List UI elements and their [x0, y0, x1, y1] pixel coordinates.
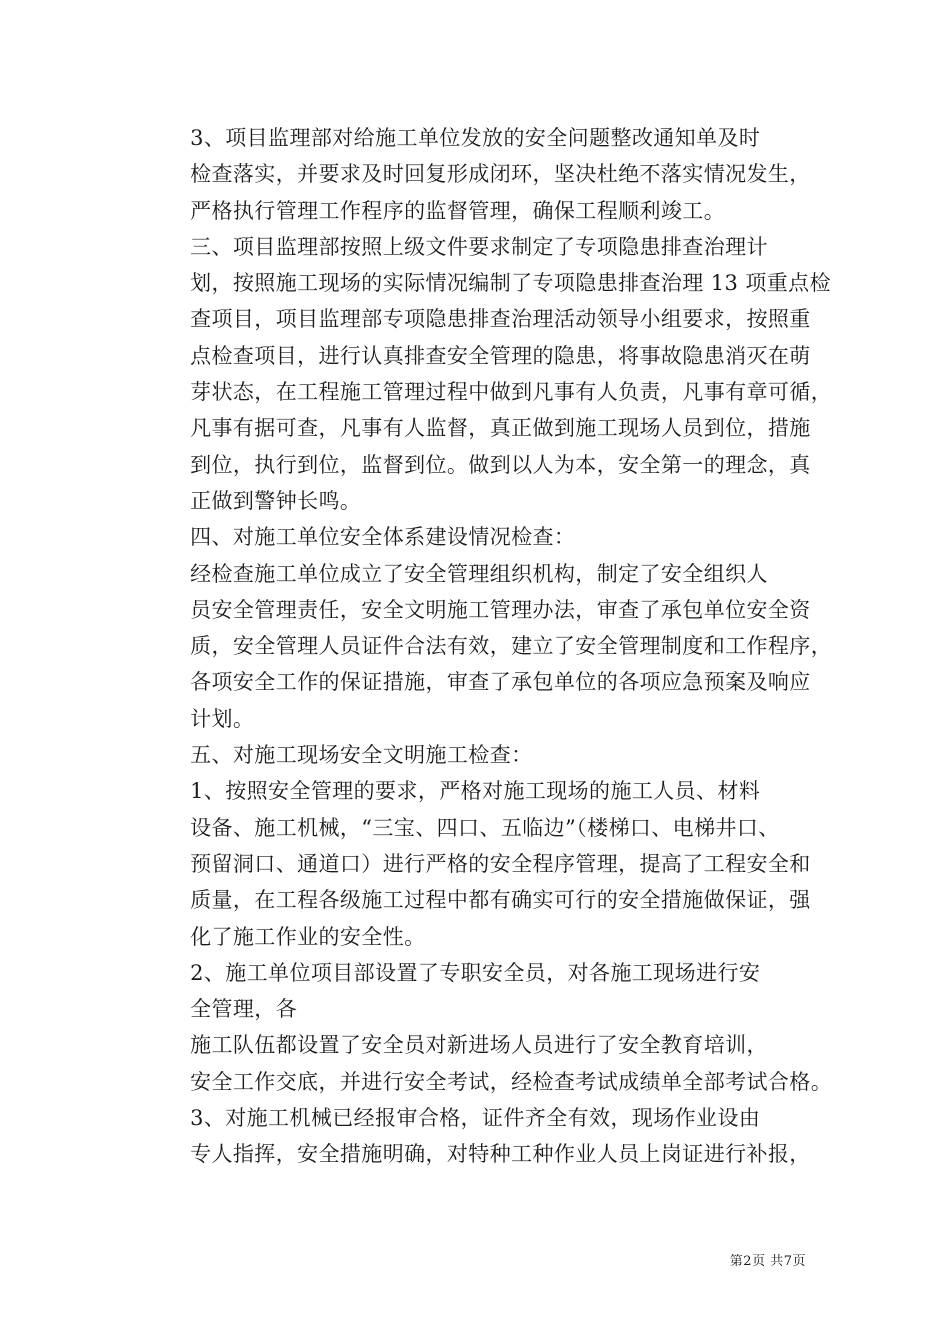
text-line: 四、对施工单位安全体系建设情况检查：	[190, 525, 576, 550]
text-line: 预留洞口、通道口）进行严格的安全程序管理，提高了工程安全和	[190, 851, 811, 876]
text-line: 计划。	[190, 706, 255, 731]
text-line: 凡事有据可查，凡事有人监督，真正做到施工现场人员到位，措施	[190, 416, 811, 441]
paragraph-item-3	[146, 1100, 820, 1173]
text-line: 查项目，项目监理部专项隐患排查治理活动领导小组要求，按照重	[190, 307, 811, 332]
text-line: 3、对施工机械已经报审合格，证件齐全有效，现场作业设由	[190, 1106, 761, 1131]
total-pages-number: 7	[783, 1254, 793, 1269]
paragraph-safety-system-check	[146, 556, 833, 737]
paragraph-item-2	[146, 955, 820, 1028]
text-line: 五、对施工现场安全文明施工检查：	[190, 743, 533, 768]
paragraph-item-1	[146, 773, 820, 954]
page-footer	[650, 1250, 806, 1269]
text-line: 质，安全管理人员证件合法有效，建立了安全管理制度和工作程序，	[190, 634, 833, 659]
text-line: 严格执行管理工作程序的监督管理，确保工程顺利竣工。	[190, 198, 726, 223]
text-line: 检查落实，并要求及时回复形成闭环，坚决杜绝不落实情况发生，	[190, 162, 811, 187]
text-line: 划，按照施工现场的实际情况编制了专项隐患排查治理 13 项重点检	[190, 271, 831, 296]
footer-prefix: 第	[729, 1254, 744, 1269]
text-line: 全管理，各	[190, 997, 298, 1022]
text-line: 1、按照安全管理的要求，严格对施工现场的施工人员、材料	[190, 779, 761, 804]
text-line: 3、项目监理部对给施工单位发放的安全问题整改通知单及时	[190, 126, 761, 150]
text-line: 到位，执行到位，监督到位。做到以人为本，安全第一的理念，真	[190, 452, 811, 477]
footer-middle: 页 共	[752, 1254, 784, 1269]
paragraph-hazard-investigation	[146, 229, 833, 519]
section-heading-civilized-construction	[146, 737, 820, 773]
text-line: 专人指挥，安全措施明确，对特种工种作业人员上岗证进行补报，	[190, 1142, 811, 1167]
text-line: 正做到警钟长鸣。	[190, 488, 362, 513]
text-line: 设备、施工机械，“三宝、四口、五临边”（楼梯口、电梯井口、	[190, 815, 780, 840]
section-heading-safety-system	[146, 519, 820, 555]
footer-suffix: 页	[792, 1254, 806, 1269]
paragraph-item-2-continued	[146, 1027, 833, 1100]
text-line: 员安全管理责任，安全文明施工管理办法，审查了承包单位安全资	[190, 597, 811, 622]
text-line: 三、项目监理部按照上级文件要求制定了专项隐患排查治理计	[190, 234, 768, 259]
text-line: 化了施工作业的安全性。	[190, 924, 426, 949]
text-line: 安全工作交底，并进行安全考试，经检查考试成绩单全部考试合格。	[190, 1069, 833, 1094]
text-line: 经检查施工单位成立了安全管理组织机构，制定了安全组织人	[190, 561, 768, 586]
document-body	[146, 120, 833, 1173]
text-line: 各项安全工作的保证措施，审查了承包单位的各项应急预案及响应	[190, 670, 811, 695]
text-line: 芽状态，在工程施工管理过程中做到凡事有人负责，凡事有章可循，	[190, 380, 833, 405]
text-line: 点检查项目，进行认真排查安全管理的隐患，将事故隐患消灭在萌	[190, 343, 811, 368]
text-line: 质量，在工程各级施工过程中都有确实可行的安全措施做保证，强	[190, 888, 811, 913]
paragraph-rectification-notice	[146, 120, 820, 229]
text-line: 2、施工单位项目部设置了专职安全员，对各施工现场进行安	[190, 960, 761, 985]
text-line: 施工队伍都设置了安全员对新进场人员进行了安全教育培训，	[190, 1033, 768, 1058]
current-page-number: 2	[743, 1254, 753, 1269]
